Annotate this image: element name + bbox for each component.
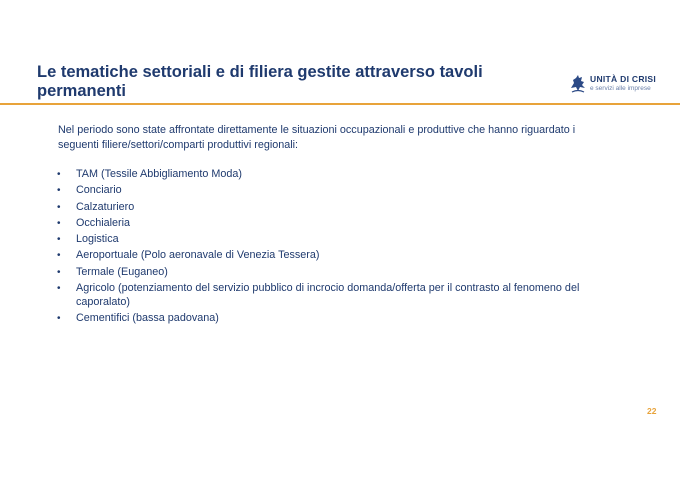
list-item-text: Conciario [76, 184, 122, 197]
list-item [57, 312, 617, 326]
list-item-text: Aeroportuale (Polo aeronavale di Venezia Tessera) [76, 249, 320, 262]
slide-title: Le tematiche settoriali e di filiera gestite attraverso tavoli permanenti [37, 63, 483, 100]
list-item-text: Agricolo (potenziamento del servizio pubblico di incrocio domanda/offerta per il contrasto al fenomeno del caporalato) [76, 282, 580, 308]
list-item-text: Occhialeria [76, 216, 131, 229]
title-divider [0, 103, 680, 105]
page-number: 22 [647, 406, 657, 416]
list-item [57, 217, 617, 231]
bullet-icon: • [57, 250, 61, 262]
bullet-icon: • [57, 312, 61, 324]
list-item-text: Termale (Euganeo) [76, 265, 168, 278]
bullet-icon: • [57, 283, 61, 295]
list-item [57, 282, 617, 309]
bullet-icon: • [57, 185, 61, 197]
logo-subtitle: e servizi alle imprese [590, 85, 651, 92]
list-item [57, 233, 617, 247]
list-item-text: Logistica [76, 233, 119, 246]
logo [569, 72, 674, 96]
list-item-text: TAM (Tessile Abbigliamento Moda) [76, 168, 243, 180]
list-item [57, 168, 617, 182]
list-item-text: Calzaturiero [76, 200, 135, 213]
bullet-icon: • [57, 169, 61, 180]
intro-paragraph: Nel periodo sono state affrontate direttamente le situazioni occupazionali e produttive che hanno riguardato i seguenti filiere/settori/comparti produttivi regionali: [58, 124, 576, 151]
bullet-icon: • [57, 234, 61, 246]
lion-of-saint-mark-icon [569, 74, 587, 94]
list-item [57, 266, 617, 280]
logo-title: UNITÀ DI CRISI [590, 74, 657, 84]
list-item [57, 201, 617, 215]
sector-list [57, 168, 617, 328]
list-item [57, 184, 617, 198]
bullet-icon: • [57, 201, 61, 213]
list-item-text: Cementifici (bassa padovana) [76, 311, 219, 324]
bullet-icon: • [57, 266, 61, 278]
bullet-icon: • [57, 217, 61, 229]
list-item [57, 249, 617, 263]
